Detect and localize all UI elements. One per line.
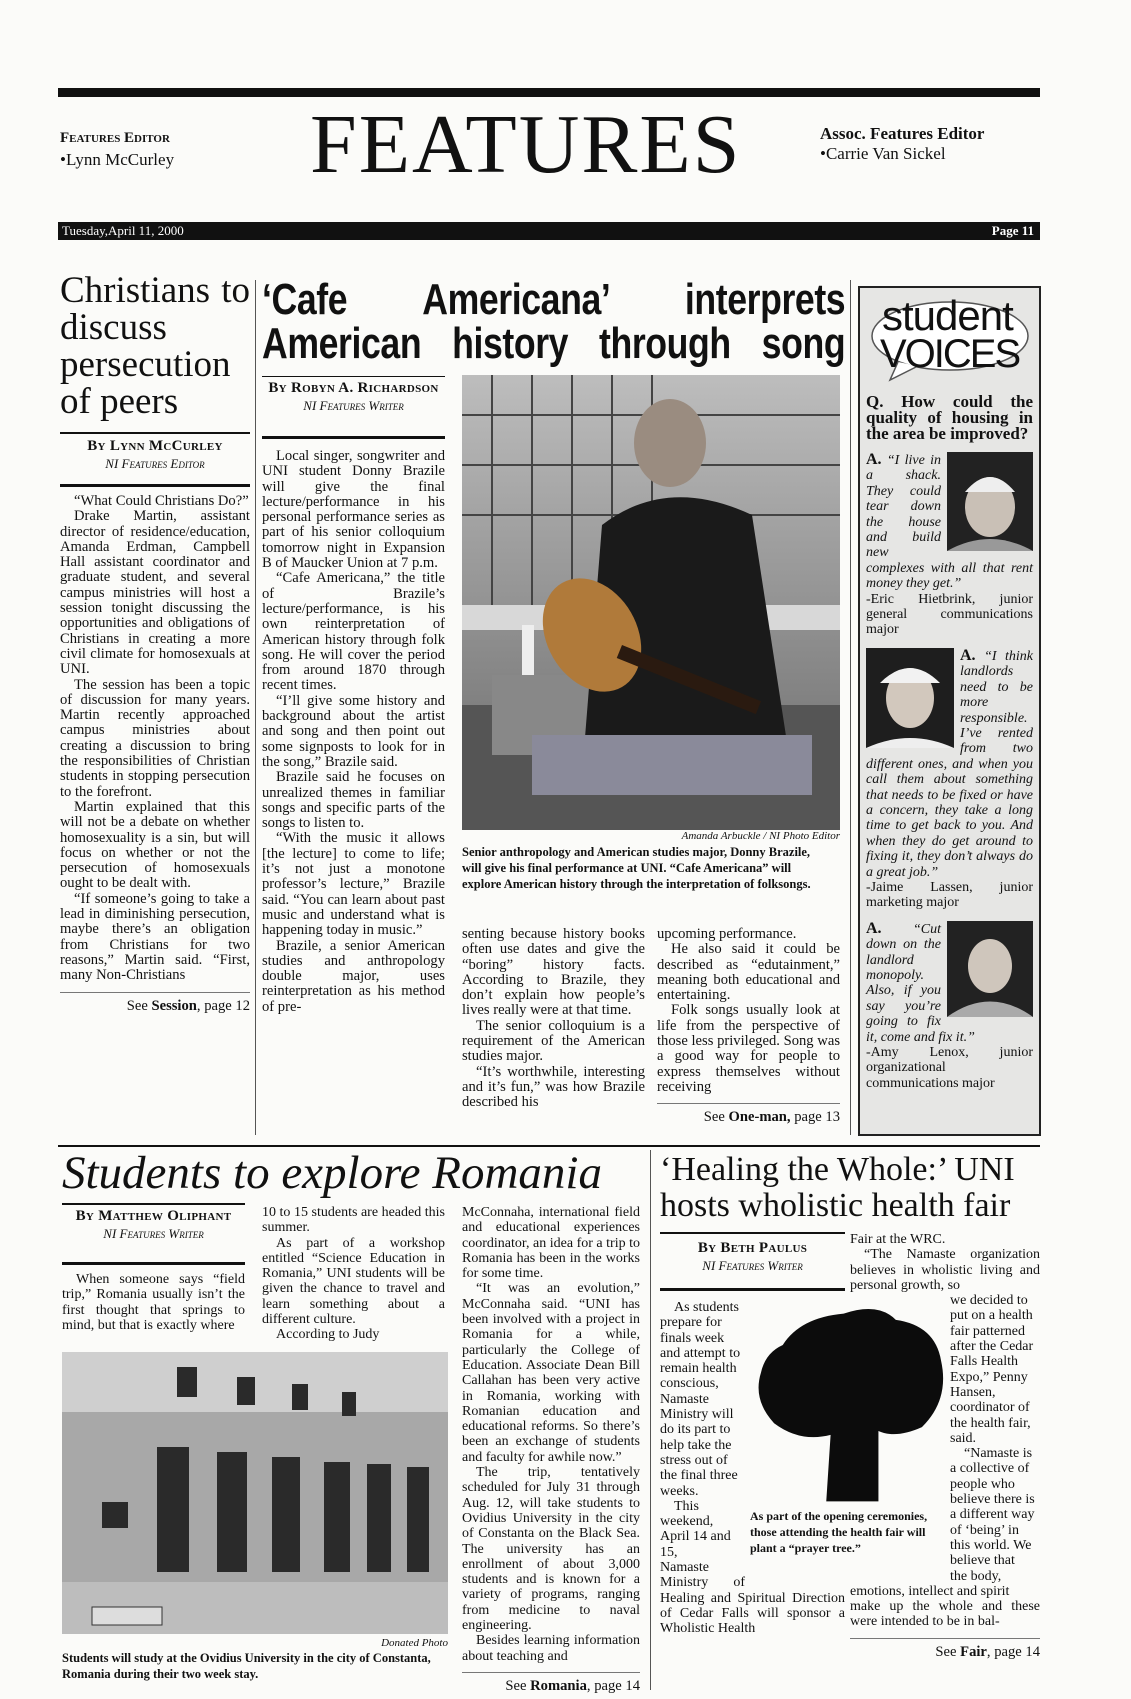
healing-seg-h: the body, emotions, intellect and spirit	[850, 1568, 1010, 1599]
paragraph: “Cafe Americana,” the title of Brazile’s lecture/performance, is his own reinterpretation of American history through folk song. He will cover the period from around 1870 through recent times.	[262, 570, 445, 694]
logo-text-voices: VOICES	[880, 332, 1020, 376]
paragraph: senting because history books often use dates and give the “boring” history facts. According to Brazile, they don’t explain how people’s lives really were at that time.	[462, 926, 645, 1019]
healing-seg-c: This weekend, April 14 and 15,	[660, 1498, 731, 1560]
paragraph: When someone says “field trip,” Romania usually isn’t the first thought that springs to mind, but that is exactly where	[62, 1272, 245, 1333]
see-prefix: See	[505, 1677, 531, 1694]
paragraph: Martin explained that this will not be a debate on whether homosexuality is a sin, but will focus on whether or not the persecution of homosexuals ought to be dealt with.	[60, 798, 250, 892]
healing-seg-i: make up the whole and these were intended to be in bal-	[850, 1599, 1040, 1630]
tree-spacer	[745, 1300, 845, 1580]
answer-attribution: -Eric Hietbrink, junior general communications major	[866, 591, 1033, 638]
romania-jump-link[interactable]	[462, 1679, 640, 1694]
byline-name: By Matthew Oliphant	[75, 1208, 232, 1224]
divider	[462, 1672, 640, 1673]
answer-quote: “Cut down on the landlord monopoly. Also, if you say you’re going to fix it, come and fix it.”	[866, 921, 975, 1045]
cafe-body-col1	[262, 449, 445, 1015]
photo-credit: Amanda Arbuckle / NI Photo Editor	[681, 830, 840, 842]
divider	[60, 484, 250, 487]
paragraph: “It was an evolution,” McConnaha said. “UNI has been involved with a project in Romania for a while, particularly the College of Education. Associate Dean Bill Callahan has been very active in Romania, working with Romanian education and educational reforms. So there’s been an exchange of students and faculty for awhile now.”	[462, 1281, 640, 1465]
romania-body-col1	[62, 1272, 245, 1333]
column-rule	[850, 280, 851, 1135]
paragraph: Brazile said he focuses on unrealized themes in familiar songs and specific parts of the songs to listen to.	[262, 769, 445, 832]
see-word: One-man,	[728, 1109, 791, 1126]
paragraph: upcoming performance.	[657, 926, 797, 942]
healing-seg-a: As students prepare for finals week and attempt to remain health conscious, Namaste	[660, 1300, 741, 1407]
university-photo	[62, 1352, 448, 1634]
answer-label: A.	[960, 646, 976, 664]
column-rule	[650, 1150, 651, 1690]
romania-byline	[62, 1208, 245, 1242]
issue-date: Tuesday,April 11, 2000	[62, 223, 184, 238]
see-prefix: See	[935, 1643, 961, 1660]
byline-title: NI Features Writer	[702, 1258, 803, 1273]
healing-seg-b: Ministry will do its part to help take the stress out of the final three weeks.	[660, 1407, 738, 1499]
paragraph: Folk songs usually look at life from the perspective of those less privileged. Song was a good way for people to express themselves without receiving	[657, 1002, 840, 1095]
cafe-jump-link[interactable]	[657, 1110, 840, 1125]
divider	[660, 1288, 845, 1291]
student-voices-logo	[868, 294, 1032, 386]
assoc-editor-label: Assoc. Features Editor	[820, 124, 985, 143]
paragraph: The session has been a topic of discussion for many years. Martin recently approached campus ministries about creating a discussion to bring the responsibilities of Christian students in stopping persecution to the forefront.	[60, 676, 250, 800]
healing-seg-f: we decided to put on a health fair patterned after the Cedar Falls Health Expo,” Penny Hansen, coordinator of the health fair, said.	[950, 1293, 1034, 1446]
assoc-editor-name: •Carrie Van Sickel	[820, 144, 946, 163]
answer-1	[866, 452, 1033, 638]
see-word: Romania	[530, 1677, 587, 1694]
cafe-body-col3	[657, 927, 840, 1126]
healing-headline: ‘Healing the Whole:’ UNI hosts wholistic health fair	[660, 1151, 1015, 1224]
student-voices-question: Q. How could the quality of housing in the area be improved?	[866, 392, 1033, 443]
amy-photo	[947, 921, 1033, 1017]
paragraph: He also said it could be described as “edutainment,” meaning both educational and entertaining.	[657, 941, 840, 1004]
divider	[60, 992, 250, 993]
byline-title: NI Features Writer	[303, 398, 404, 413]
paragraph: “What Could Christians Do?”	[74, 493, 249, 509]
answer-3	[866, 921, 1033, 1091]
paragraph: Drake Martin, assistant director of residence/education, Amanda Erdman, Campbell Hall assistant coordinator and graduate student, and several campus ministries will host a session tonight discussing the opportunities and obligations of Christians in creating a more civil climate for homosexuals at UNI.	[60, 508, 250, 678]
divider	[60, 432, 250, 434]
divider	[62, 1203, 245, 1205]
divider	[262, 436, 445, 439]
christians-headline: Christians to discuss persecution of peers	[60, 270, 250, 422]
see-suffix: , page 12	[196, 997, 250, 1014]
divider	[850, 1638, 1040, 1639]
cafe-byline	[262, 380, 445, 414]
section-title: FEATURES	[310, 98, 742, 191]
byline-title: NI Features Editor	[105, 456, 205, 471]
photo-credit: Donated Photo	[381, 1637, 448, 1649]
logo-text-student: student	[882, 292, 1013, 339]
paragraph: “With the music it allows [the lecture] to come to life; it’s not just a monotone professor’s lecture,” Brazile said. “You can learn about past music and understand what is happening today in music.”	[262, 830, 445, 939]
healing-right-column	[850, 1232, 1040, 1660]
byline-title: NI Features Writer	[103, 1226, 204, 1241]
answer-quote: “I think landlords need to be more responsible. I’ve rented from two different ones, and when you call them about something that needs to be fixed or have a concern, they take a long time to get back to you. And when they do get around to fixing it, they don’t always do a great job.”	[866, 648, 1033, 880]
see-prefix: See	[126, 997, 152, 1014]
column-rule	[255, 280, 256, 1135]
romania-headline: Students to explore Romania	[62, 1147, 602, 1199]
page-number: Page 11	[991, 223, 1034, 238]
features-editor-name: •Lynn McCurley	[60, 150, 175, 169]
photo-caption: Senior anthropology and American studies major, Donny Brazile, will give his final performance at UNI. “Cafe Americana” will explore American history through the interpretation of folksongs.	[462, 845, 811, 891]
christians-byline	[60, 438, 250, 472]
divider	[660, 1232, 845, 1234]
guitarist-photo	[462, 375, 840, 830]
student-voices-box	[858, 286, 1041, 1136]
see-prefix: See	[703, 1109, 729, 1126]
jaime-photo	[866, 648, 954, 748]
healing-seg-e1: Fair at the WRC.	[850, 1232, 946, 1247]
answer-attribution: -Jaime Lassen, junior marketing major	[866, 879, 1033, 911]
cafe-body-col2	[462, 927, 645, 1111]
paragraph: Brazile, a senior American studies and anthropology double major, uses reinterpretation as his method of pre-	[262, 937, 445, 1015]
healing-seg-g: “Namaste is a collective of people who believe there is a different way of ‘being’ in this world. We believe that	[950, 1446, 1035, 1569]
paragraph: According to Judy	[276, 1327, 380, 1343]
see-suffix: , page 14	[986, 1643, 1040, 1660]
cafe-headline: ‘Cafe Americana’ interprets American history through song	[262, 275, 846, 368]
healing-byline	[660, 1240, 845, 1274]
answer-label: A.	[866, 451, 882, 468]
christians-body	[60, 494, 250, 1014]
healing-seg-e2: “The Namaste organization believes in wholistic living and personal growth, so	[850, 1247, 1040, 1293]
eric-photo	[947, 452, 1033, 551]
healing-seg-d: Namaste Ministry of Healing and Spiritual Direction of Cedar Falls will sponsor a Wholistic Health	[660, 1560, 845, 1637]
see-word: Fair	[960, 1643, 987, 1660]
christians-jump-link[interactable]	[60, 999, 250, 1014]
byline-name: By Lynn McCurley	[87, 438, 223, 454]
paragraph: 10 to 15 students are headed this summer.	[262, 1205, 445, 1236]
answer-attribution: -Amy Lenox, junior organizational communications major	[866, 1045, 1033, 1091]
divider	[657, 1103, 840, 1104]
paragraph: The trip, tentatively scheduled for July 31 through Aug. 12, will take students to Ovidius University in the city of Constanta on the Black Sea. The university has an enrollment of about 3,000 students and is known for a variety of programs, ranging from medicine to naval engineering.	[462, 1465, 640, 1634]
date-bar	[58, 222, 1040, 240]
divider	[62, 1262, 245, 1265]
see-suffix: page 13	[790, 1109, 840, 1126]
see-suffix: , page 14	[586, 1677, 640, 1694]
paragraph: “I’ll give some history and background about the artist and song and then point out some signposts to look for in the song,” Brazile said.	[262, 692, 445, 770]
romania-body-col2	[262, 1205, 445, 1343]
tree-spacer	[850, 1293, 950, 1578]
paragraph: “It’s worthwhile, interesting and it’s fun,” was how Brazile described his	[462, 1063, 645, 1111]
answer-quote: “I live in a shack. They could tear down the house and build new complexes with all that rent money they get.”	[866, 453, 1033, 592]
tree-caption: As part of the opening ceremonies, those attending the health fair will plant a “prayer tree.”	[750, 1509, 928, 1555]
byline-name: By Beth Paulus	[697, 1240, 808, 1256]
paragraph: Local singer, songwriter and UNI student Donny Brazile will give the final lecture/performance in his personal performance series as part of his senior colloquium tomorrow night in Expansion B of Maucker Union at 7 p.m.	[262, 448, 445, 572]
answer-label: A.	[866, 919, 882, 937]
top-rule	[58, 88, 1040, 97]
see-word: Session	[151, 997, 197, 1014]
divider	[262, 376, 445, 377]
romania-body-col3	[462, 1205, 640, 1694]
photo-caption: Students will study at the Ovidius University in the city of Constanta, Romania during their two week stay.	[62, 1651, 431, 1681]
healing-left-column	[660, 1300, 845, 1637]
byline-name: By Robyn A. Richardson	[268, 380, 439, 396]
answer-2	[866, 648, 1033, 911]
features-editor-label: Features Editor	[60, 130, 170, 146]
paragraph: “If someone’s going to take a lead in diminishing persecution, maybe there’s an obligation from Christians for two reasons,” Martin said. “First, many Non-Christians	[60, 890, 250, 984]
paragraph: The senior colloquium is a requirement of the American studies major.	[462, 1017, 645, 1065]
paragraph: As part of a workshop entitled “Science Education in Romania,” UNI students will be given the chance to travel and learn something about a different culture.	[262, 1235, 445, 1328]
healing-jump-link[interactable]	[850, 1645, 1040, 1660]
paragraph: McConnaha, international field and educational experiences coordinator, an idea for a trip to Romania has been in the works for some time.	[462, 1205, 640, 1282]
paragraph: Besides learning information about teaching and	[462, 1633, 640, 1664]
